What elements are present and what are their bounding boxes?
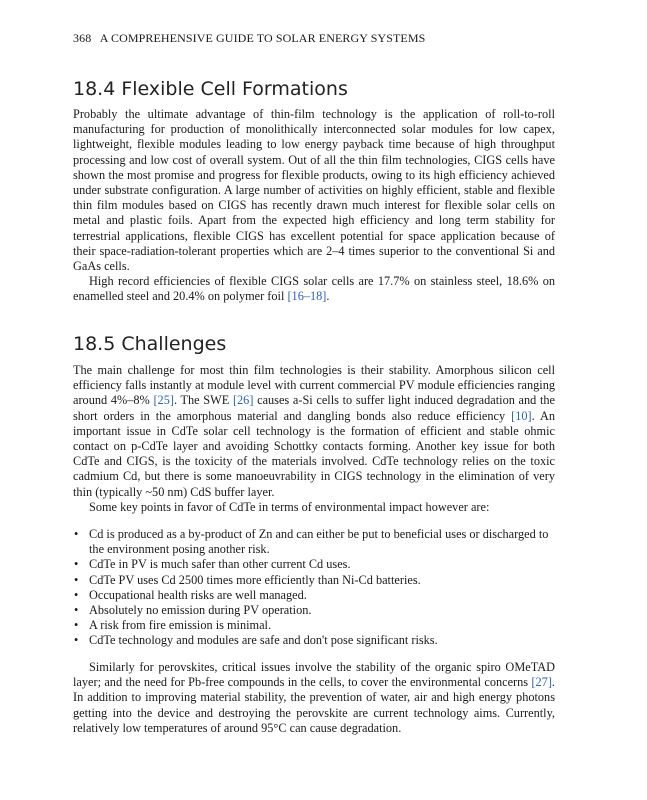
running-header: [73, 31, 425, 46]
running-title: A COMPREHENSIVE GUIDE TO SOLAR ENERGY SYSTEMS: [99, 31, 426, 45]
paragraph: Some key points in favor of CdTe in terms of environmental impact however are:: [89, 499, 490, 514]
list-item-text: Occupational health risks are well managed.: [89, 587, 307, 602]
list-item-text: CdTe technology and modules are safe and don't pose significant risks.: [89, 633, 438, 648]
bullet-list: [73, 527, 555, 649]
bullet-icon: •: [74, 527, 79, 541]
list-item: [73, 588, 555, 603]
bullet-icon: •: [74, 618, 79, 633]
citation-link[interactable]: [26]: [232, 393, 254, 408]
bullet-icon: •: [74, 603, 79, 618]
citation-link[interactable]: [25]: [153, 393, 174, 408]
list-item-text: Absolutely no emission during PV operation.: [89, 603, 312, 618]
list-item: [73, 603, 555, 618]
paragraph-text: High record efficiencies of flexible CIGS solar cells are 17.7% on stainless steel, 18.6% on enamelled steel and 20.4% on polymer foil: [73, 274, 555, 304]
paragraph-text: Similarly for perovskites, critical issues involve the stability of the organic spiro OMeTAD layer; and the need for Pb-free compounds in the cells, to cover the environmental concerns: [73, 660, 555, 690]
paragraph-text: . An important issue in CdTe solar cell technology is the formation of efficient and stable ohmic contact on p-CdTe layer and avoiding Schottky contacts forming. Another key issue for both CdTe and CIGS, is the toxicity of the materials involved. CdTe technology relies on the toxic cadmium Cd, but there is some manoeuvrability in CIGS technology in the elimination of very thin (typically ~50 nm) CdS buffer layer.: [73, 408, 555, 499]
bullet-icon: •: [74, 557, 79, 572]
paragraph: [73, 660, 555, 736]
section-18-5-title: 18.5 Challenges: [73, 333, 227, 355]
paragraph-text: The main challenge for most thin film technologies is their stability. Amorphous silicon cell efficiency falls instantly at module level with current commercial PV module efficiencies ranging around 4%–8%: [73, 363, 555, 408]
paragraph-text: . The SWE: [173, 393, 233, 408]
page-number: 368: [73, 31, 92, 45]
section-18-5-closing: [73, 660, 555, 736]
list-item: [73, 557, 555, 572]
citation-link[interactable]: [16–18]: [287, 289, 327, 304]
list-item: [73, 527, 555, 557]
section-18-5-body: [73, 363, 555, 515]
section-18-4-title: 18.4 Flexible Cell Formations: [73, 78, 348, 100]
list-item-text: CdTe in PV is much safer than other current Cd uses.: [89, 557, 351, 572]
paragraph: [73, 274, 555, 304]
bullet-icon: •: [74, 587, 79, 602]
citation-link[interactable]: [10]: [511, 408, 532, 423]
list-item: [73, 573, 555, 588]
list-item-text: Cd is produced as a by-product of Zn and can either be put to beneficial uses or discharged to the environment posing another risk.: [89, 527, 549, 557]
bullet-icon: •: [74, 572, 79, 587]
paragraph-text: . In addition to improving material stability, the prevention of water, air and high energy photons getting into the device and destroying the perovskite are current technology aims. Currently, relatively low temperatures of around 95°C can cause degradation.: [73, 675, 555, 735]
paragraph-text: causes a-Si cells to suffer light induced degradation and the short orders in the amorphous material and dangling bonds also reduce efficiency: [73, 393, 556, 423]
list-item: [73, 618, 555, 633]
citation-link[interactable]: [27]: [531, 675, 552, 690]
list-item-text: CdTe PV uses Cd 2500 times more efficiently than Ni-Cd batteries.: [89, 572, 421, 587]
paragraph-text: .: [326, 289, 330, 304]
list-item: [73, 633, 555, 648]
paragraph: Probably the ultimate advantage of thin-film technology is the application of roll-to-roll manufacturing for production of monolithically interconnected solar modules for low capex, lightweight, flexible modules leading to low energy payback time because of high throughput processing and low cost of overall system. Out of all the thin film technologies, CIGS cells have shown the most promise and progress for flexible products, owing to its high efficiency achieved under substrate configuration. A large number of activities on highly efficient, stable and flexible thin film modules based on CIGS has recently drawn much interest for flexible solar cells on metal and plastic foils. Apart from the expected high efficiency and long term stability for terrestrial applications, flexible CIGS has excellent potential for space application because of their space-radiation-tolerant properties which are 2–4 times superior to the conventional Si and GaAs cells.: [73, 107, 555, 274]
section-18-4-body: [73, 107, 555, 305]
bullet-icon: •: [74, 633, 79, 648]
paragraph: [73, 363, 555, 500]
list-item-text: A risk from fire emission is minimal.: [89, 618, 272, 633]
